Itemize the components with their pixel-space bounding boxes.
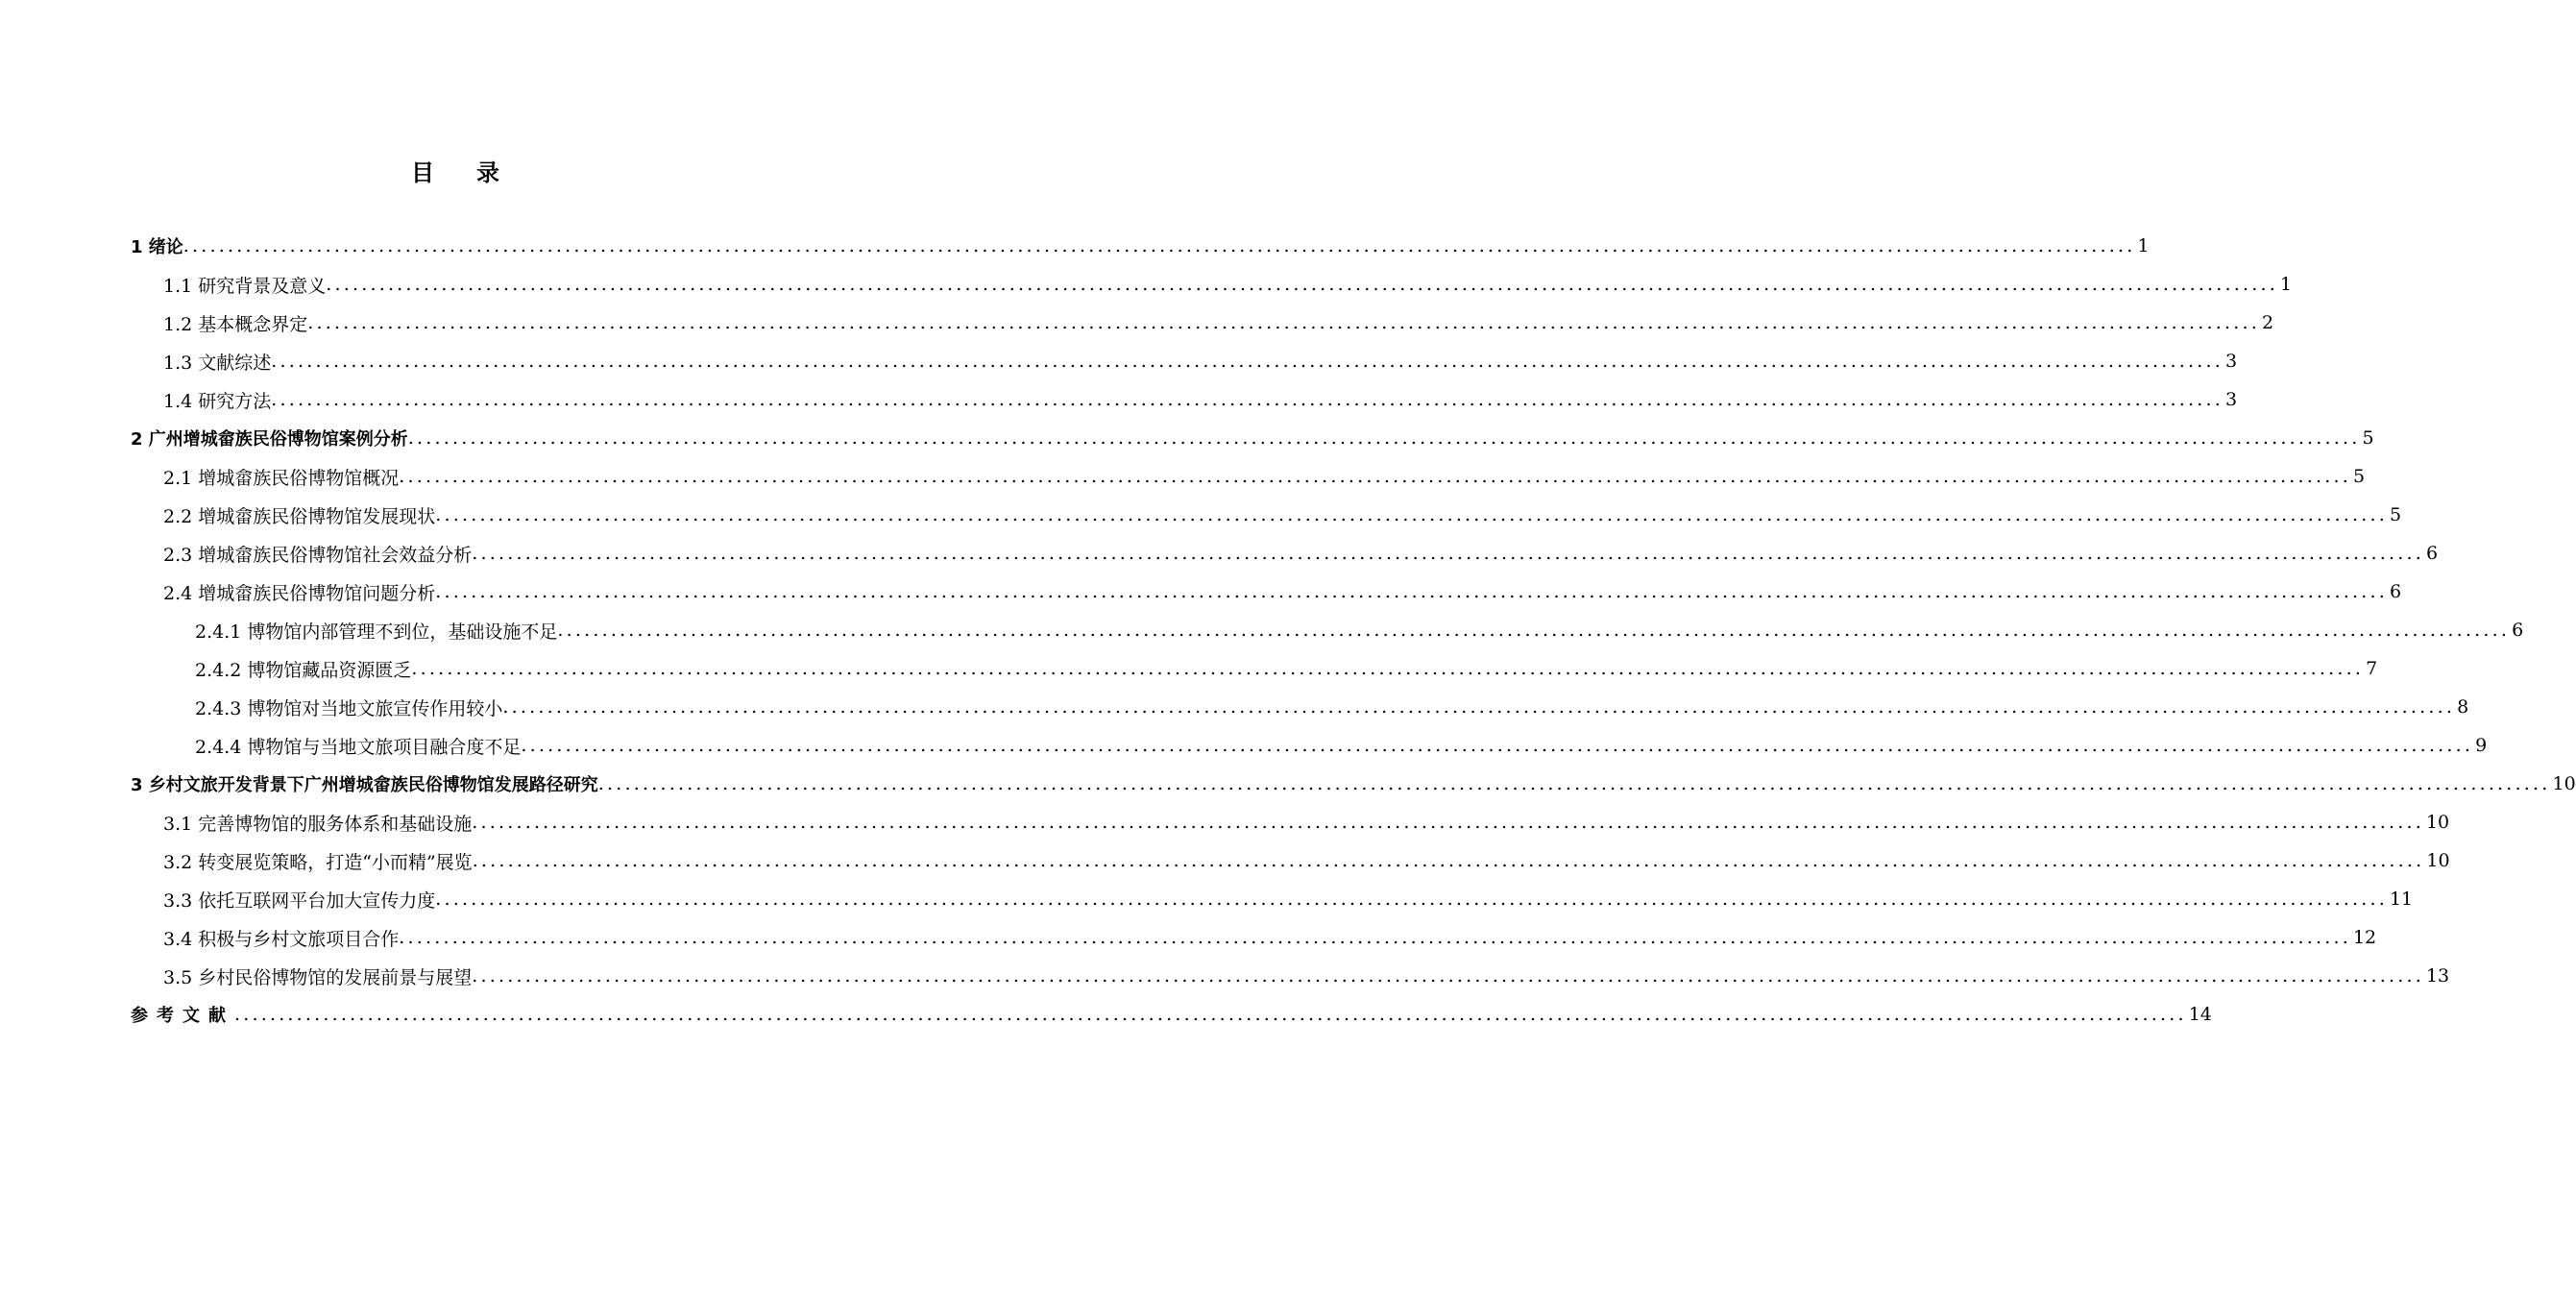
toc-entry-title: 3.1 完善博物馆的服务体系和基础设施	[163, 813, 473, 835]
toc-entry[interactable]	[0, 496, 2402, 534]
toc-entry-title: 2.3 增城畲族民俗博物馆社会效益分析	[163, 544, 473, 566]
toc-entry[interactable]	[0, 649, 2378, 688]
toc-title-left: 目	[411, 159, 436, 186]
toc-entry-title: 2.4.1 博物馆内部管理不到位，基础设施不足	[195, 621, 558, 643]
toc-entry-title: 2.4.3 博物馆对当地文旅宣传作用较小	[195, 697, 503, 719]
toc-leader-dots: ............................................................................................................................................................................................................................	[472, 543, 2424, 564]
toc-leader-dots: ............................................................................................................................................................................................................................	[271, 351, 2224, 372]
toc-entry-title: 2.1 增城畲族民俗博物馆概况	[163, 467, 400, 489]
toc-page-number: 6	[2389, 581, 2402, 602]
toc-leader-dots: ............................................................................................................................................................................................................................	[502, 696, 2456, 718]
toc-leader-dots: ............................................................................................................................................................................................................................	[597, 773, 2551, 794]
toc-page-number: 9	[2475, 735, 2488, 756]
toc-entry-title: 2 广州增城畲族民俗博物馆案例分析	[131, 429, 408, 450]
toc-page-number: 10	[2426, 850, 2450, 871]
toc-entry[interactable]	[0, 765, 2576, 803]
toc-entry-title: 2.4.2 博物馆藏品资源匮乏	[195, 659, 412, 681]
toc-page-number: 12	[2352, 927, 2377, 948]
toc-entry-title: 3.2 转变展览策略，打造“小而精”展览	[163, 851, 473, 873]
toc-entry-title: 1.4 研究方法	[163, 390, 272, 412]
toc-leader-dots: ............................................................................................................................................................................................................................	[271, 389, 2224, 410]
toc-entry-title: 3.3 依托互联网平台加大宣传力度	[163, 889, 436, 912]
toc-page-number: 1	[2137, 235, 2150, 256]
toc-title-right: 录	[476, 159, 501, 186]
toc-leader-dots: ............................................................................................................................................................................................................................	[407, 427, 2361, 449]
toc-entry-title: 1.2 基本概念界定	[163, 313, 308, 335]
toc-entry[interactable]	[0, 304, 2274, 342]
toc-entry[interactable]	[0, 995, 2212, 1034]
toc-page-number: 3	[2224, 351, 2238, 372]
toc-leader-dots: ............................................................................................................................................................................................................................	[435, 581, 2388, 602]
toc-entry-title: 1 绪论	[131, 237, 183, 257]
toc-leader-dots: ............................................................................................................................................................................................................................	[435, 889, 2388, 910]
toc-entry[interactable]	[0, 534, 2439, 572]
toc-page-number: 5	[2362, 427, 2374, 449]
toc-entry-title: 1.3 文献综述	[163, 352, 272, 374]
toc-entry[interactable]	[0, 227, 2150, 265]
toc-leader-dots: ............................................................................................................................................................................................................................	[234, 1004, 2187, 1025]
toc-leader-dots: ............................................................................................................................................................................................................................	[182, 235, 2136, 256]
toc-entry[interactable]	[0, 419, 2374, 457]
toc-list	[0, 227, 2576, 1034]
toc-leader-dots: ............................................................................................................................................................................................................................	[557, 620, 2511, 641]
toc-page-number: 5	[2352, 466, 2366, 487]
toc-entry-title: 3 乡村文旅开发背景下广州增城畲族民俗博物馆发展路径研究	[131, 775, 598, 795]
toc-page-number: 13	[2425, 965, 2450, 987]
toc-leader-dots: ............................................................................................................................................................................................................................	[472, 965, 2424, 987]
toc-page-number: 6	[2425, 543, 2439, 564]
toc-entry[interactable]	[0, 726, 2488, 765]
toc-entry[interactable]	[0, 342, 2238, 380]
toc-entry[interactable]	[0, 918, 2377, 957]
toc-leader-dots: ............................................................................................................................................................................................................................	[326, 274, 2278, 295]
toc-entry-title: 3.4 积极与乡村文旅项目合作	[163, 928, 400, 950]
toc-entry-title: 2.2 增城畲族民俗博物馆发展现状	[163, 505, 436, 527]
toc-page-number: 1	[2279, 274, 2293, 295]
toc-leader-dots: ............................................................................................................................................................................................................................	[399, 927, 2351, 948]
toc-title	[0, 154, 912, 187]
toc-leader-dots: ............................................................................................................................................................................................................................	[411, 658, 2365, 679]
toc-entry-title: 2.4 增城畲族民俗博物馆问题分析	[163, 582, 436, 604]
toc-entry-title: 3.5 乡村民俗博物馆的发展前景与展望	[163, 966, 473, 988]
toc-entry[interactable]	[0, 265, 2293, 304]
toc-leader-dots: ............................................................................................................................................................................................................................	[307, 312, 2260, 333]
toc-entry[interactable]	[0, 803, 2450, 841]
toc-page-number: 10	[2552, 773, 2576, 794]
toc-entry[interactable]	[0, 572, 2402, 611]
toc-page-number: 8	[2457, 696, 2469, 718]
toc-entry[interactable]	[0, 611, 2524, 649]
toc-entry-title: 参考文献	[131, 1006, 234, 1026]
toc-page-number: 6	[2512, 620, 2524, 641]
toc-entry[interactable]	[0, 841, 2450, 880]
toc-page-number: 5	[2389, 504, 2402, 525]
toc-page-number: 2	[2261, 312, 2274, 333]
toc-leader-dots: ............................................................................................................................................................................................................................	[399, 466, 2351, 487]
toc-leader-dots: ............................................................................................................................................................................................................................	[435, 504, 2388, 525]
toc-entry-title: 1.1 研究背景及意义	[163, 275, 327, 297]
toc-entry[interactable]	[0, 380, 2238, 419]
toc-page-number: 10	[2425, 812, 2450, 833]
toc-leader-dots: ............................................................................................................................................................................................................................	[521, 735, 2474, 756]
toc-entry[interactable]	[0, 957, 2450, 995]
toc-leader-dots: ............................................................................................................................................................................................................................	[472, 812, 2424, 833]
toc-entry[interactable]	[0, 457, 2366, 496]
toc-entry-title: 2.4.4 博物馆与当地文旅项目融合度不足	[195, 736, 522, 758]
toc-page-number: 3	[2224, 389, 2238, 410]
toc-leader-dots: ............................................................................................................................................................................................................................	[472, 850, 2425, 871]
toc-page-number: 7	[2366, 658, 2378, 679]
toc-page-number: 11	[2389, 889, 2414, 910]
toc-entry[interactable]	[0, 880, 2414, 918]
toc-entry[interactable]	[0, 688, 2469, 726]
toc-page-number: 14	[2188, 1004, 2212, 1025]
